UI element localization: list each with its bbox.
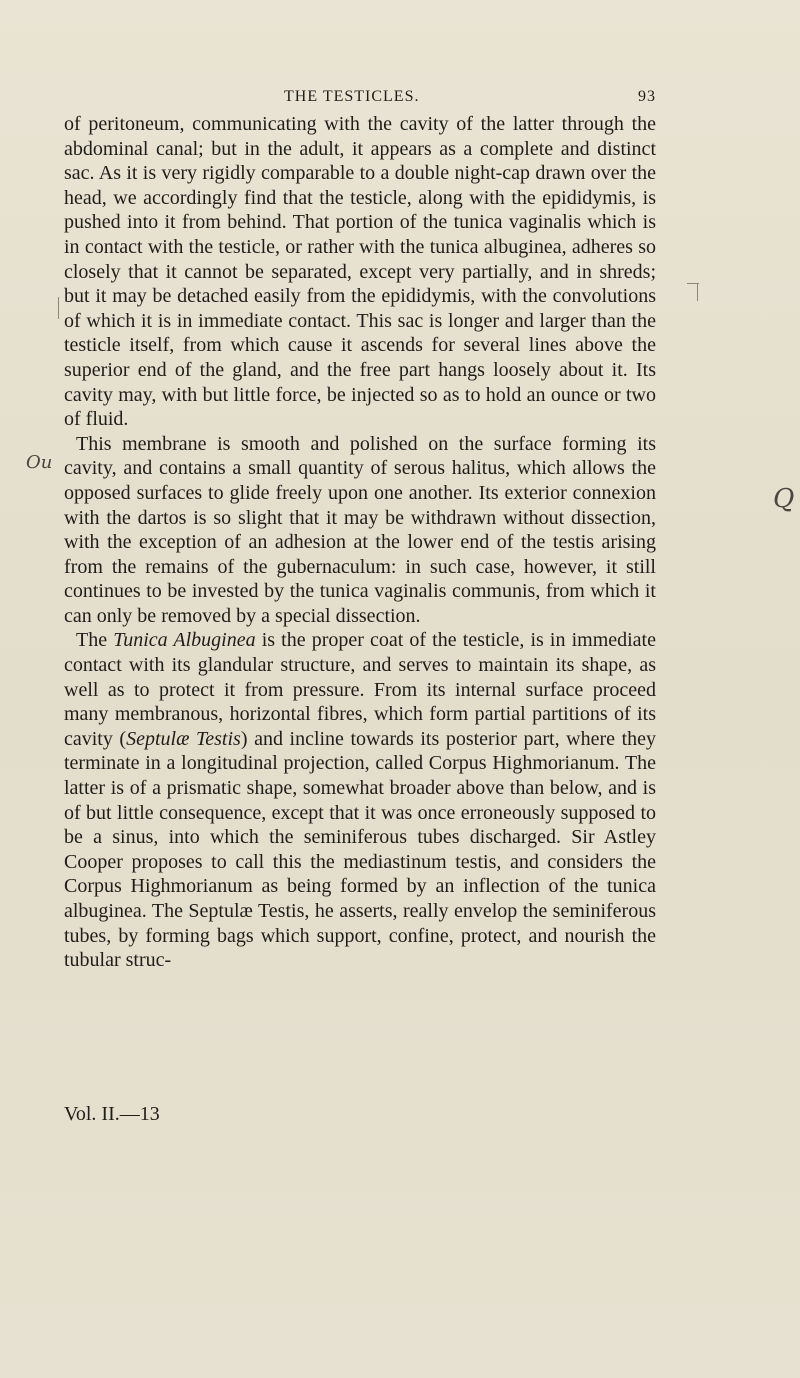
paragraph <box>64 628 656 972</box>
paragraph <box>64 112 656 432</box>
signature-line: Vol. II.—13 <box>64 1103 160 1125</box>
text-run: is the proper coat of the testicle, is in immediate contact with its glandular structure, and serves to maintain its shape, as well as to protect it from pressure. From its internal surface proceed many membranous, horizontal fibres, which form partial partitions of its cavity ( <box>64 629 656 750</box>
running-head-title: THE TESTICLES. <box>284 88 420 105</box>
text-run: of peritoneum, communicating with the cavity of the latter through the abdominal canal; but in the adult, it appears as a complete and distinct sac. As it is very rigidly comparable to a double night-cap drawn over the head, we accordingly find that the testicle, along with the epididymis, is pushed into it from behind. That portion of the tunica vaginalis which is in contact with the testicle, or rather with the tunica albuginea, adheres so closely that it cannot be separated, except very partially, and in shreds; but it may be detached easily from the epididymis, with the convolutions of which it is in immediate contact. This sac is longer and larger than the testicle itself, from which cause it ascends for several lines above the superior end of the gland, and the free part hangs loosely about it. Its cavity may, with but little force, be injected so as to hold an ounce or two of fluid. <box>64 113 656 431</box>
paragraph <box>64 432 656 629</box>
margin-annotation-right: Q <box>773 484 795 514</box>
italic-term: Septulæ Testis <box>126 727 241 750</box>
text-run: The <box>76 629 114 652</box>
margin-pencil-mark <box>58 297 59 319</box>
margin-pencil-mark <box>697 283 698 301</box>
text-run: This membrane is smooth and polished on the surface forming its cavity, and contains a small quantity of serous halitus, which allows the opposed surfaces to glide freely upon one another. Its exterior connexion with the dartos is so slight that it may be withdrawn without dissection, with the exception of an adhesion at the lower end of the testis arising from the remains of the gubernaculum: in such case, however, it still continues to be invested by the tunica vaginalis communis, from which it can only be removed by a special dissection. <box>64 432 656 627</box>
body-text <box>64 112 656 973</box>
text-run: ) and incline towards its posterior part, where they terminate in a longitudinal projection, called Corpus Highmorianum. The latter is of a prismatic shape, somewhat broader above than below, and is of but little consequence, except that it was once erroneously supposed to be a sinus, into which the seminiferous tubes discharged. Sir Astley Cooper proposes to call this the mediastinum testis, and considers the Corpus Highmorianum as being formed by an inflection of the tunica albuginea. The Septulæ Testis, he asserts, really envelop the seminiferous tubes, by forming bags which support, confine, protect, and nourish the tubular struc- <box>64 727 656 972</box>
page-number: 93 <box>638 88 656 105</box>
italic-term: Tunica Albuginea <box>113 629 256 652</box>
margin-annotation-left: Ou <box>26 452 53 473</box>
